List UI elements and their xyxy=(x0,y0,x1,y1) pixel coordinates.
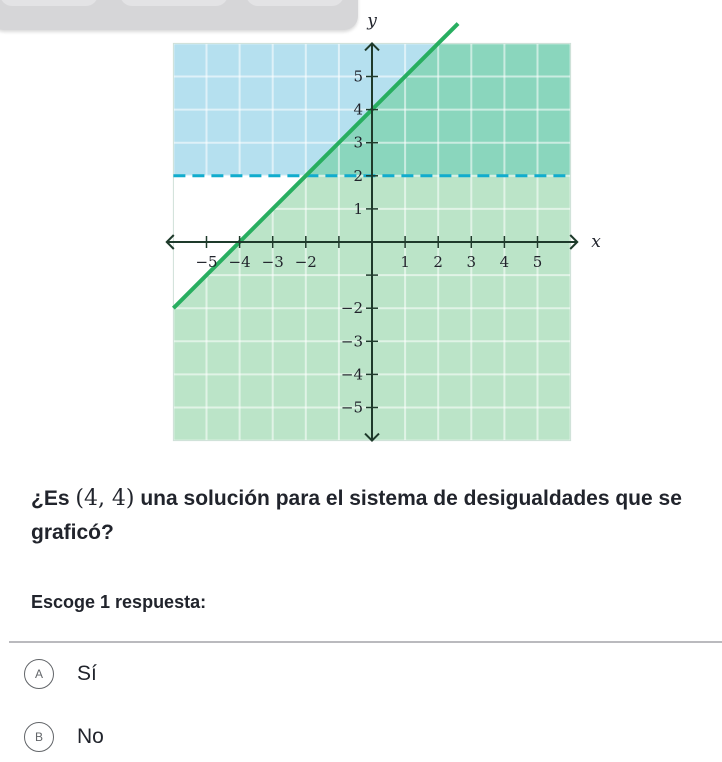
choice-label: No xyxy=(77,725,104,748)
choice-b[interactable] xyxy=(24,722,104,752)
choice-label: Sí xyxy=(77,662,97,685)
inequality-graph xyxy=(160,0,610,450)
question-suffix: una solución para el sistema de desigualdades que se graficó? xyxy=(31,487,682,544)
x-tick-label: 1 xyxy=(400,253,410,271)
choice-letter-circle: B xyxy=(24,722,54,752)
x-tick-label: 3 xyxy=(466,253,477,271)
y-tick-label: −3 xyxy=(340,332,363,351)
y-tick-label: −4 xyxy=(340,365,363,384)
x-tick-label: 4 xyxy=(499,253,510,271)
y-tick-label: 4 xyxy=(353,100,363,119)
y-tick-label: 1 xyxy=(353,199,363,218)
divider xyxy=(9,641,722,643)
x-tick-label: −5 xyxy=(195,253,218,271)
x-tick-label: 2 xyxy=(433,253,443,271)
x-tick-label: −4 xyxy=(228,253,251,271)
y-tick-label: 5 xyxy=(353,67,363,86)
question-text xyxy=(31,482,711,550)
y-tick-label: −2 xyxy=(340,299,363,318)
y-axis-label: y xyxy=(367,11,377,31)
y-tick-label: 2 xyxy=(353,166,363,185)
y-tick-label: −5 xyxy=(340,398,363,417)
choose-prompt: Escoge 1 respuesta: xyxy=(31,592,207,612)
question-point: (4, 4) xyxy=(75,486,135,511)
choice-a[interactable] xyxy=(24,659,97,689)
x-tick-label: −3 xyxy=(261,253,284,271)
y-tick-label: 3 xyxy=(353,133,363,152)
x-axis-label: x xyxy=(591,232,601,252)
question-prefix: ¿Es xyxy=(31,487,76,510)
choice-letter-circle: A xyxy=(24,659,54,689)
toolbar-tab[interactable] xyxy=(0,0,98,6)
x-tick-label: 5 xyxy=(532,253,543,271)
x-tick-label: −2 xyxy=(294,253,317,271)
